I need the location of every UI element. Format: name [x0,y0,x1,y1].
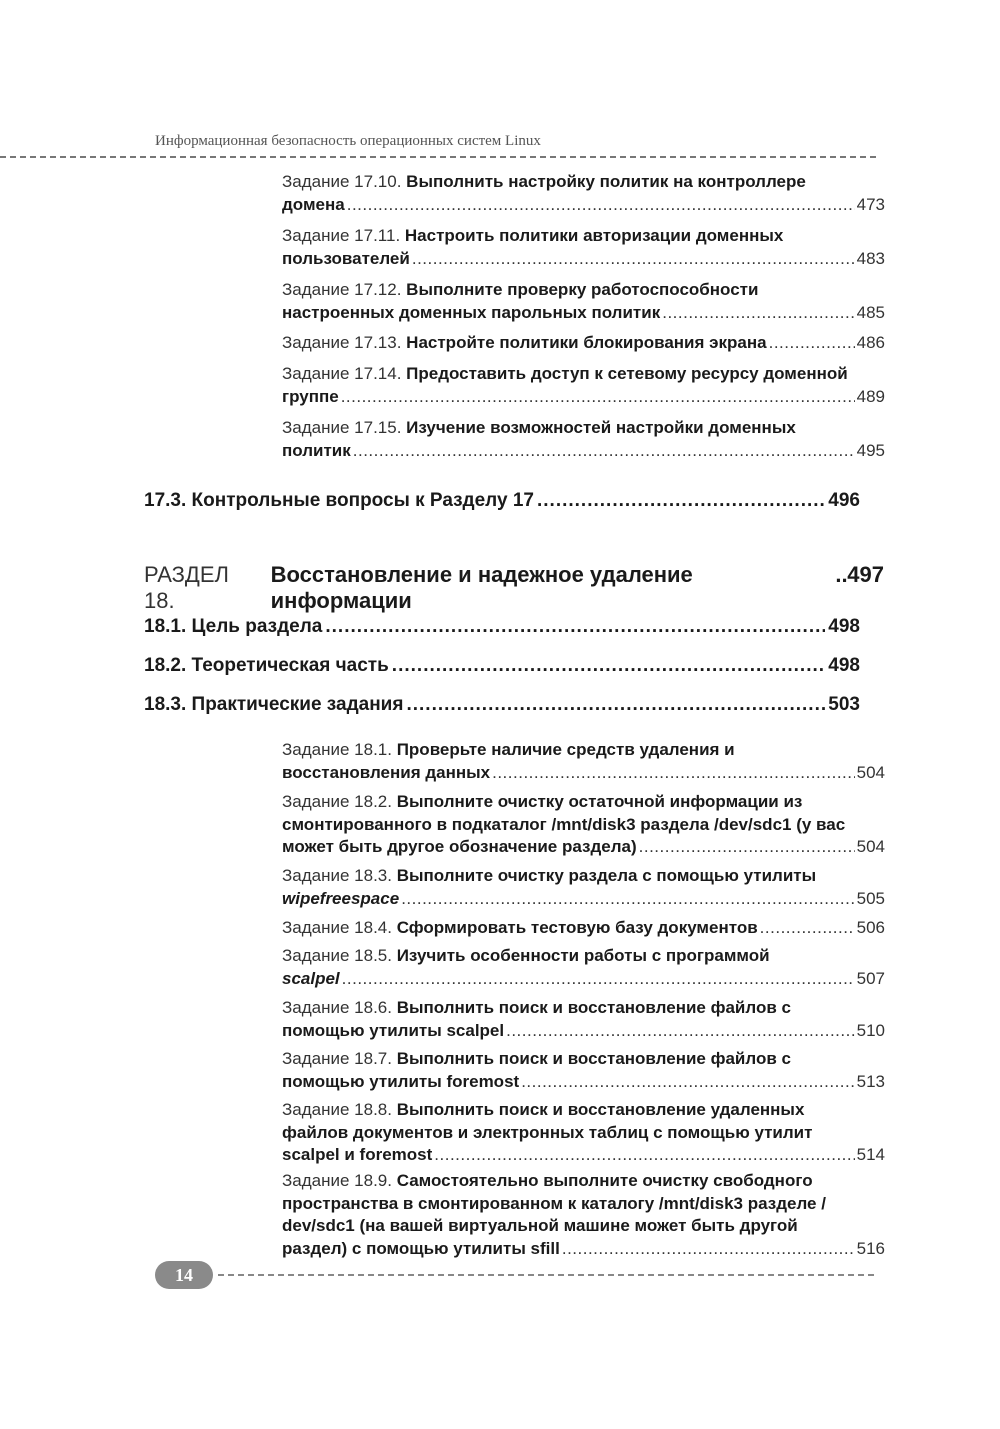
dot-leader [341,386,855,409]
task-label: Задание 17.13. [282,333,402,352]
chapter-label: РАЗДЕЛ 18. [144,562,229,613]
task-label: Задание 17.14. [282,364,402,383]
task-title: Изучить особенности работы с программой [396,946,770,965]
task-title-end: может быть другое обозначение раздела) [282,837,637,856]
dot-leader [492,762,855,785]
page-ref: 505 [856,888,885,908]
task-title-end: Сформировать тестовую базу документов [396,918,758,937]
dot-leader [342,968,855,991]
page-ref: 504 [856,762,885,782]
page-number-badge: 14 [155,1261,213,1289]
task-title-cont: пространства в смонтированном к каталогу /mnt/disk3 разделе / [282,1193,826,1213]
toc-entry-section-18-2[interactable] [144,655,860,677]
dot-leader [401,888,854,911]
toc-entry-task-18-2[interactable] [282,791,885,859]
section-title: 18.2. Теоретическая часть [144,655,389,676]
task-title-end: scalpel и foremost [282,1145,433,1164]
task-title-end: Настройте политики блокирования экрана [406,333,767,352]
task-title: Изучение возможностей настройки доменных [406,418,796,437]
page-ref: 489 [856,386,885,406]
task-title-end: настроенных доменных парольных политик [282,302,661,322]
toc-entry-task-18-3[interactable] [282,865,885,910]
task-label: Задание 18.3. [282,866,392,885]
task-title-end: политик [282,440,351,460]
task-label: Задание 18.6. [282,998,392,1017]
page-ref: 485 [856,302,885,322]
task-title-end: помощью утилиты foremost [282,1071,520,1091]
toc-entry-task-18-1[interactable] [282,739,885,784]
dot-leader [506,1020,855,1043]
toc-entry-section-18-1[interactable] [144,616,860,638]
header-divider [0,156,876,158]
dot-leader [392,655,826,677]
toc-entry-task-18-4[interactable] [282,917,885,940]
page-ref: 498 [828,616,860,637]
dot-leader [835,562,847,588]
toc-entry-task-17-12[interactable] [282,279,885,324]
page-ref: 498 [828,655,860,676]
dot-leader [406,694,825,716]
toc-entry-task-17-14[interactable] [282,363,885,408]
dot-leader [760,917,855,940]
running-head: Информационная безопасность операционных систем Linux [155,133,541,149]
task-label: Задание 17.10. [282,172,402,191]
toc-entry-task-17-10[interactable] [282,171,885,216]
toc-entry-task-18-7[interactable] [282,1048,885,1093]
task-label: Задание 18.4. [282,918,392,937]
task-title: Выполните очистку раздела с помощью утилиты [396,866,817,885]
task-title: Предоставить доступ к сетевому ресурсу доменной [406,364,848,383]
task-title-end: wipefreespace [282,888,400,908]
task-title-cont: файлов документов и электронных таблиц с помощью утилит [282,1122,813,1142]
section-title: 17.3. Контрольные вопросы к Разделу 17 [144,490,534,511]
page-ref: 504 [856,837,885,856]
dot-leader [562,1238,855,1261]
task-label: Задание 18.9. [282,1171,392,1190]
task-title: Настроить политики авторизации доменных [404,226,784,245]
toc-entry-task-17-13[interactable] [282,332,885,355]
page-ref: 514 [856,1145,885,1164]
task-title-cont: смонтированного в подкаталог /mnt/disk3 раздела /dev/sdc1 (у вас [282,814,846,834]
dot-leader [412,248,855,271]
toc-entry-task-17-11[interactable] [282,225,885,270]
page-ref: 473 [856,194,885,214]
dot-leader [662,302,854,325]
page-ref: 503 [828,694,860,715]
task-title-cont: dev/sdc1 (на вашей виртуальной машине может быть другой [282,1216,798,1235]
dot-leader [434,1144,854,1167]
page-ref: 507 [856,968,885,988]
task-title-end: группе [282,386,339,406]
task-title: Самостоятельно выполните очистку свободного [396,1171,813,1190]
toc-entry-task-18-9[interactable] [282,1170,885,1260]
task-title-end: пользователей [282,248,410,268]
dot-leader [347,194,855,217]
task-label: Задание 18.5. [282,946,392,965]
task-title: Выполните проверку работоспособности [406,280,759,299]
task-title: Выполнить настройку политик на контроллере [406,172,806,191]
toc-entry-task-18-8[interactable] [282,1099,885,1167]
task-label: Задание 18.1. [282,740,392,759]
chapter-title: Восстановление и надежное удаление информации [270,562,693,613]
dot-leader [353,440,855,463]
dot-leader [769,332,855,355]
dot-leader [325,616,825,638]
page-ref: 486 [856,333,885,352]
page-ref: 497 [847,562,884,587]
page-ref: 513 [856,1071,885,1091]
footer-divider [218,1274,874,1276]
dot-leader [537,490,825,512]
task-title: Выполните очистку остаточной информации из [396,792,803,811]
toc-entry-task-18-6[interactable] [282,997,885,1042]
page-ref: 496 [828,490,860,511]
toc-entry-section-18-3[interactable] [144,694,860,716]
task-title-end: домена [282,194,345,214]
task-title: Выполнить поиск и восстановление файлов с [396,1049,791,1068]
page-ref: 516 [856,1238,885,1258]
task-label: Задание 17.12. [282,280,402,299]
task-title-end: раздел) с помощью утилиты sfill [282,1238,560,1258]
page-ref: 483 [856,248,885,268]
dot-leader [521,1071,854,1094]
toc-entry-task-18-5[interactable] [282,945,885,990]
task-label: Задание 17.15. [282,418,402,437]
section-title: 18.1. Цель раздела [144,616,323,637]
task-label: Задание 18.2. [282,792,392,811]
page-ref: 510 [856,1020,885,1040]
task-title: Выполнить поиск и восстановление удаленных [396,1100,805,1119]
task-title-end: восстановления данных [282,762,491,782]
toc-entry-task-17-15[interactable] [282,417,885,462]
task-label: Задание 17.11. [282,226,401,245]
dot-leader [639,836,855,859]
task-title-end: помощью утилиты scalpel [282,1020,505,1040]
toc-entry-chapter-18[interactable] [144,562,884,614]
task-label: Задание 18.7. [282,1049,392,1068]
toc-entry-section-17-3[interactable] [144,490,860,512]
task-title: Проверьте наличие средств удаления и [396,740,735,759]
page-ref: 495 [856,440,885,460]
section-title: 18.3. Практические задания [144,694,404,715]
task-title: Выполнить поиск и восстановление файлов с [396,998,791,1017]
page-ref: 506 [856,918,885,937]
task-label: Задание 18.8. [282,1100,392,1119]
task-title-end: scalpel [282,968,340,988]
